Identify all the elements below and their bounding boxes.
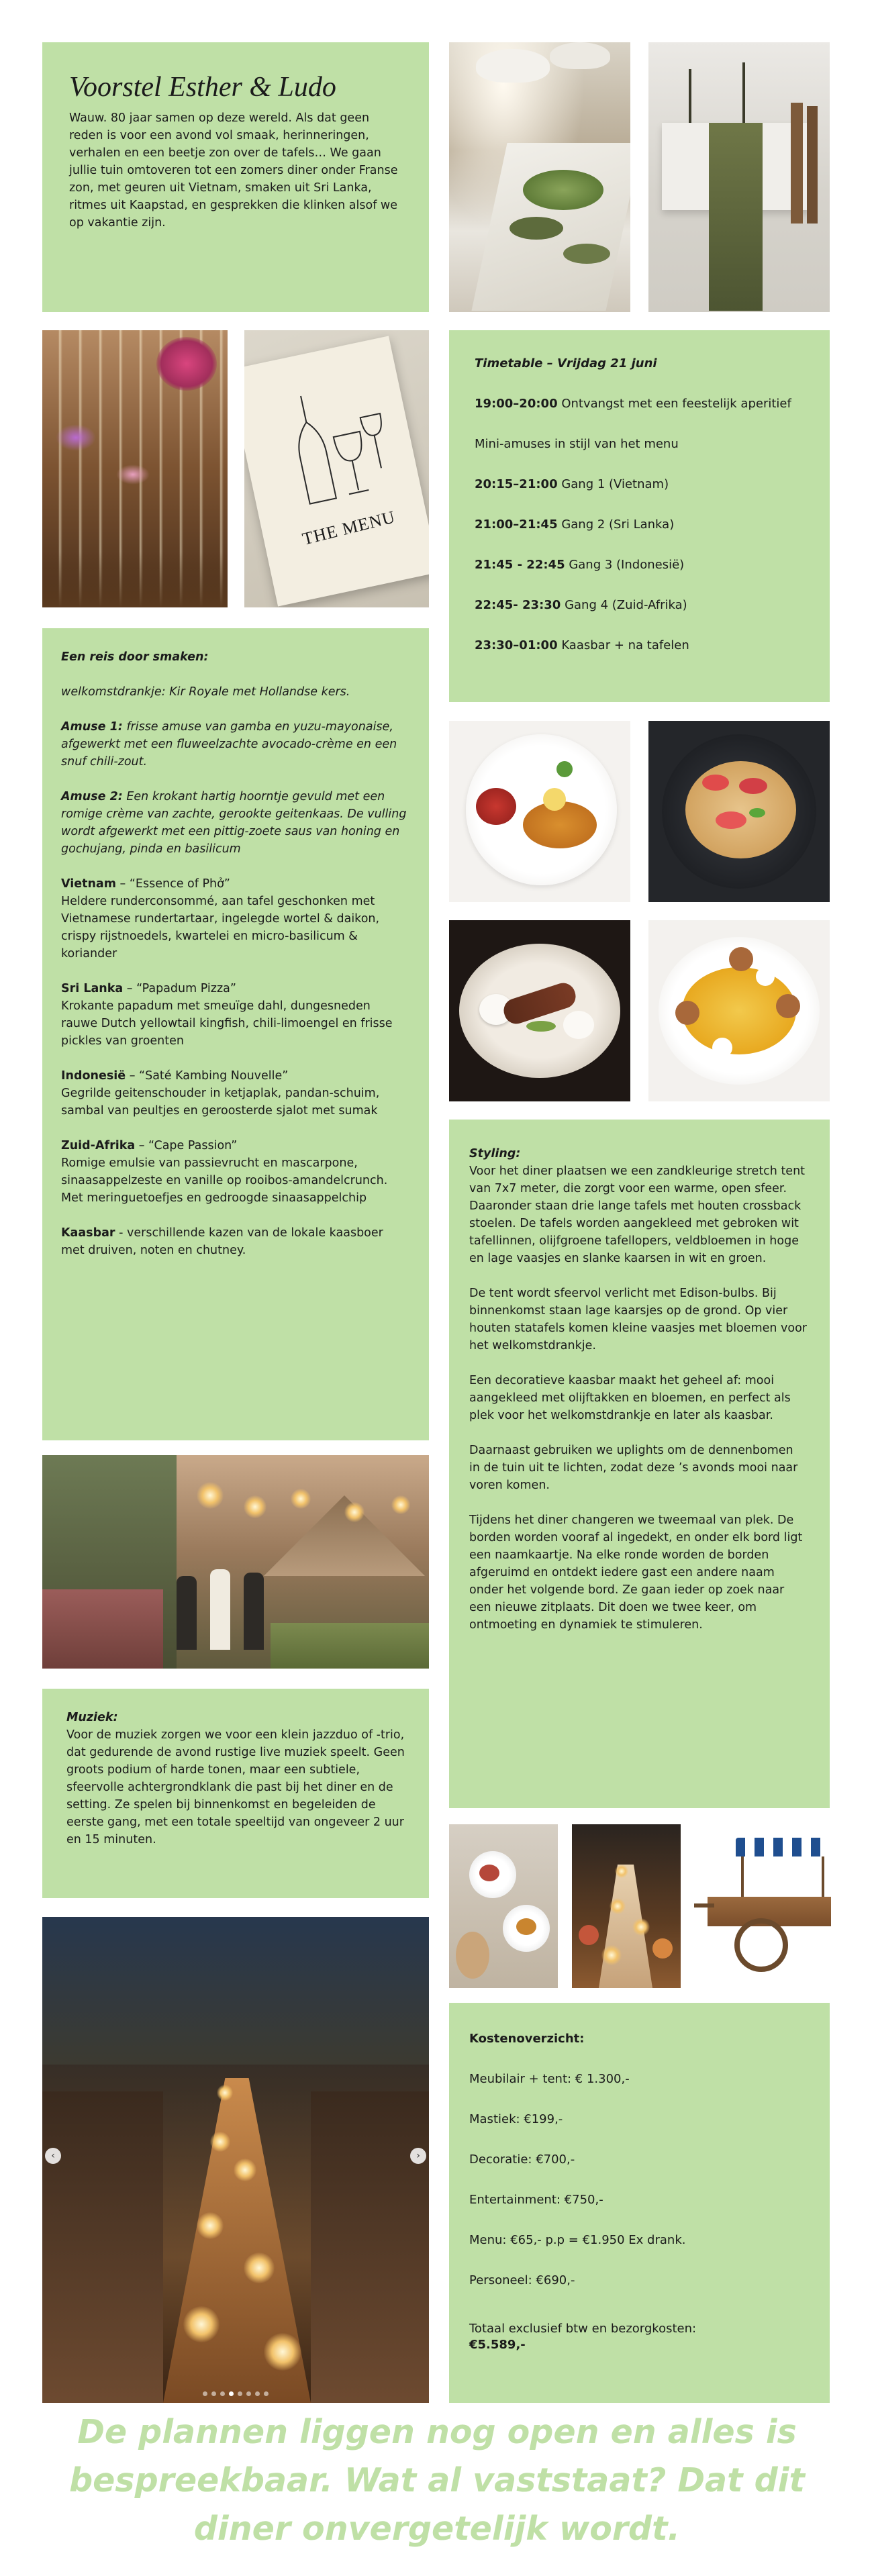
styling-paragraph: De tent wordt sfeervol verlicht met Edison-bulbs. Bij binnenkomst staan lage kaarsjes op de grond. Op vier houten statafels komen kleine vaasjes met bloemen voor het welkomstdrankje. [469, 1287, 808, 1352]
carousel-dot[interactable] [246, 2391, 251, 2396]
carousel-dot[interactable] [211, 2391, 216, 2396]
garden-party-photo [42, 1455, 429, 1669]
styling-paragraph: Voor het diner plaatsen we een zandkleurige stretch tent van 7x7 meter, die zorgt voor een warme, open sfeer. Daaronder staan drie lange tafels met houten crossback stoelen. De tafels worden aangekleed met gebroken wit tafellinnen, olijfgroene tafellopers, veldbloemen in hoge en lage vaasjes en slanke kaarsen in wit en groen. [469, 1165, 806, 1265]
dish-vietnam-photo [449, 721, 630, 902]
carousel-dot[interactable] [220, 2391, 225, 2396]
closing-slogan: De plannen liggen nog open en alles is bespreekbaar. Wat al vaststaat? Dat dit diner onvergetelijk wordt. [69, 2413, 805, 2548]
music-text: Voor de muziek zorgen we voor een klein jazzduo of -trio, dat gedurende de avond rustige live muziek speelt. Geen groots podium of harde tonen, maar een subtiele, sfeervolle achtergrondklank die past bij het diner en de setting. Ze spelen bij binnenkomst en begeleiden de eerste gang, met een totale speeltijd van ongeveer 2 uur en 15 minuten. [66, 1728, 405, 1846]
timetable-item: 21:00–21:45 Gang 2 (Sri Lanka) [475, 517, 675, 532]
tent-table-photo [449, 42, 630, 312]
menu-card-photo [244, 330, 429, 607]
timetable-item: 22:45- 23:30 Gang 4 (Zuid-Afrika) [475, 598, 687, 612]
timetable-item: 21:45 - 22:45 Gang 3 (Indonesië) [475, 558, 685, 572]
carousel-dot[interactable] [264, 2391, 269, 2396]
cost-item: Decoratie: €700,- [469, 2152, 575, 2167]
dish-sri-lanka-photo [648, 721, 830, 902]
carousel-dot[interactable] [203, 2391, 207, 2396]
styling-heading: Styling: [469, 1147, 521, 1160]
dish-indonesie-photo [449, 920, 630, 1101]
timetable-card [449, 330, 830, 702]
carousel-dot[interactable] [255, 2391, 260, 2396]
menu-heading: Een reis door smaken: [61, 650, 209, 664]
timetable-item: 20:15–21:00 Gang 1 (Vietnam) [475, 477, 669, 491]
timetable-heading: Timetable – Vrijdag 21 juni [475, 356, 657, 370]
wine-bottle-sketch-icon [271, 377, 392, 511]
menu-card [42, 628, 429, 1440]
carousel-dot[interactable] [238, 2391, 242, 2396]
timetable-item: Mini-amuses in stijl van het menu [475, 437, 679, 451]
course-zuid-afrika: Zuid-Afrika – “Cape Passion” Romige emulsie van passievrucht en mascarpone, sinaasappelzeste en vanille op rooibos-amandelcrunch. Met meringuetoefjes en gedroogde sinaasappelchip [61, 1139, 388, 1205]
dinner-carousel[interactable] [42, 1917, 429, 2403]
music-card [42, 1689, 429, 1898]
linen-table-photo [648, 42, 830, 312]
cost-item: Personeel: €690,- [469, 2273, 575, 2287]
cost-total-value: €5.589,- [469, 2338, 526, 2352]
welcome-drink: welkomstdrankje: Kir Royale met Hollandse kers. [61, 685, 350, 699]
cost-list [469, 2071, 807, 2289]
styling-paragraph: Daarnaast gebruiken we uplights om de dennenbomen in de tuin uit te lichten, zodat deze ’s avonds mooi naar voren komen. [469, 1444, 798, 1492]
timetable-item: 19:00–20:00 Ontvangst met een feestelijk aperitief [475, 397, 791, 411]
cost-total-label: Totaal exclusief btw en bezorgkosten: [469, 2322, 697, 2336]
carousel-dots[interactable] [203, 2391, 269, 2396]
styling-paragraph: Een decoratieve kaasbar maakt het geheel af: mooi aangekleed met olijftakken en bloemen, en perfect als plek voor het welkomstdrankje en later als kaasbar. [469, 1374, 791, 1422]
amuse-1: Amuse 1: frisse amuse van gamba en yuzu-mayonaise, afgewerkt met een fluweelzachte avocado-crème en een snuf chili-zout. [61, 720, 397, 769]
cost-heading: Kostenoverzicht: [469, 2032, 585, 2046]
timetable-item: 23:30–01:00 Kaasbar + na tafelen [475, 638, 689, 652]
cheese-cart-photo [694, 1824, 835, 1988]
styling-paragraph: Tijdens het diner changeren we tweemaal van plek. De borden worden vooraf al ingedekt, en onder elk bord ligt een naamkaartje. Na elke ronde worden de borden afgeruimd en ontdekt iedere gast een andere naam onder het volgende bord. Ze gaan ieder op zoek naar een nieuwe zitplaats. Dit doen we twee keer, om ontmoeting en dynamiek te stimuleren. [469, 1514, 803, 1632]
amuse-2: Amuse 2: Een krokant hartig hoorntje gevuld met een romige crème van zachte, gerookte geitenkaas. De vulling wordt afgewerkt met een pittig-zoete saus van honing en gochujang, pinda en basilicum [61, 790, 407, 856]
kaasbar: Kaasbar - verschillende kazen van de lokale kaasboer met druiven, noten en chutney. [61, 1226, 383, 1257]
intro-card [42, 42, 429, 312]
course-sri-lanka: Sri Lanka – “Papadum Pizza” Krokante papadum met smeuïge dahl, dungesneden rauwe Dutch yellowtail kingfish, chili-limoengel en frisse pickles van groenten [61, 982, 393, 1048]
carousel-prev-button[interactable]: ‹ [45, 2148, 61, 2164]
course-vietnam: Vietnam – “Essence of Phở” Heldere runderconsommé, aan tafel geschonken met Vietnamese rundertartaar, ingelegde wortel & daikon, crispy rijstnoedels, kwartelei en micro-basilicum & koriander [61, 877, 380, 960]
intro-text: Wauw. 80 jaar samen op deze wereld. Als dat geen reden is voor een avond vol smaak, herinneringen, verhalen en een beetje zon over de tafels… We gaan jullie tuin omtoveren tot een zomers diner onder Franse zon, met geuren uit Vietnam, smaken uit Sri Lanka, ritmes uit Kaapstad, en gesprekken die klinken alsof we op vakantie zijn. [69, 111, 398, 230]
cost-item: Entertainment: €750,- [469, 2193, 603, 2207]
menu-card-title: THE MENU [300, 507, 397, 549]
table-dining-photo [449, 1824, 558, 1988]
timetable-list [475, 396, 806, 654]
cost-overview-card [449, 2003, 830, 2403]
champagne-glasses-photo [42, 330, 228, 607]
music-heading: Muziek: [66, 1711, 118, 1724]
carousel-dot[interactable] [229, 2391, 234, 2396]
page-title: Voorstel Esther & Ludo [69, 72, 336, 103]
carousel-next-button[interactable]: › [410, 2148, 426, 2164]
cost-item: Menu: €65,- p.p = €1.950 Ex drank. [469, 2233, 686, 2247]
styling-card [449, 1120, 830, 1808]
candlelit-table-photo [572, 1824, 681, 1988]
cost-item: Meubilair + tent: € 1.300,- [469, 2072, 630, 2086]
cost-item: Mastiek: €199,- [469, 2112, 563, 2126]
course-indonesie: Indonesië – “Saté Kambing Nouvelle” Gegrilde geitenschouder in ketjaplak, pandan-schuim, sambal van peultjes en geroosterde sjalot met sumak [61, 1069, 380, 1118]
dish-zuid-afrika-photo [648, 920, 830, 1101]
